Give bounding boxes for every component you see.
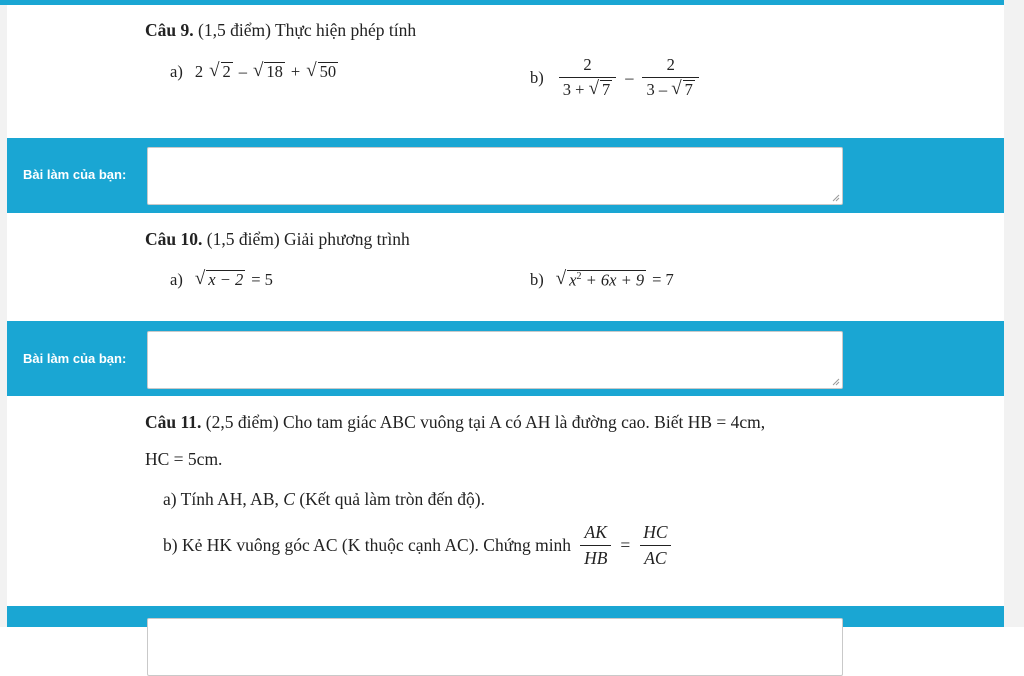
equals-5: = 5 — [251, 270, 273, 289]
answer-section-1 — [7, 138, 1004, 213]
angle-c: C — [283, 489, 295, 509]
question-10-description: (1,5 điểm) Giải phương trình — [206, 229, 410, 249]
question-9-heading — [145, 20, 416, 41]
question-11-description: (2,5 điểm) Cho tam giác ABC vuông tại A có AH là đường cao. Biết HB = 4cm, — [205, 412, 766, 432]
answer-input-1[interactable] — [147, 147, 843, 205]
question-9-part-b — [530, 55, 702, 100]
resize-handle-icon[interactable] — [832, 378, 840, 386]
answer-input-2[interactable] — [147, 331, 843, 389]
answer-section-2 — [7, 321, 1004, 396]
part-b-label: b) — [530, 67, 544, 87]
question-9-description: (1,5 điểm) Thực hiện phép tính — [198, 20, 417, 40]
question-9-part-a — [170, 62, 338, 82]
answer-section-3 — [7, 606, 1004, 627]
part-b-label: b) — [530, 270, 544, 290]
question-10-part-a — [170, 270, 273, 290]
question-9-number: Câu 9. — [145, 20, 194, 40]
fraction-1: 2 3 + √ 7 — [559, 55, 616, 100]
plus-sign: + — [290, 62, 301, 81]
minus-sign: – — [625, 67, 634, 87]
top-accent-bar — [0, 0, 1004, 5]
sqrt-quadratic: √ $x^2 + 6x + 9$ — [555, 268, 645, 290]
question-11-heading — [145, 412, 765, 433]
equals-7: = 7 — [652, 270, 674, 290]
question-10-number: Câu 10. — [145, 229, 203, 249]
part-a-label: a) — [170, 62, 183, 81]
question-11-number: Câu 11. — [145, 412, 202, 432]
sqrt-18: √ 18 — [253, 60, 283, 82]
sqrt-2: √ 2 — [209, 60, 231, 82]
question-10-part-b — [530, 270, 674, 290]
fraction-2: 2 3 – √ 7 — [642, 55, 698, 100]
fraction-hc-ac: $\frac{HC}{AC}$ — [639, 522, 671, 569]
question-10-heading — [145, 229, 410, 250]
fraction-ak-hb: $\frac{AK}{HB}$ — [580, 522, 611, 569]
answer-label: Bài làm của bạn: — [23, 167, 127, 182]
question-11-part-a: a) Tính AH, AB, C (Kết quả làm tròn đến độ). — [163, 489, 485, 509]
sqrt-50: √ 50 — [306, 60, 337, 82]
question-11-part-b: b) Kẻ HK vuông góc AC (K thuộc cạnh AC). Chứng minh $\frac{AK}{HB}$ = $\frac{HC}{AC}$ — [163, 522, 675, 569]
coefficient: 2 — [194, 62, 204, 81]
right-scroll-edge — [1004, 0, 1024, 627]
left-edge — [0, 0, 7, 627]
answer-label: Bài làm của bạn: — [23, 351, 127, 366]
question-11-given: HC = 5cm. — [145, 449, 223, 469]
part-a-label: a) — [170, 270, 183, 289]
resize-handle-icon[interactable] — [832, 194, 840, 202]
minus-sign: – — [238, 62, 247, 81]
sqrt-x-minus-2: √ x − 2 — [194, 268, 244, 290]
